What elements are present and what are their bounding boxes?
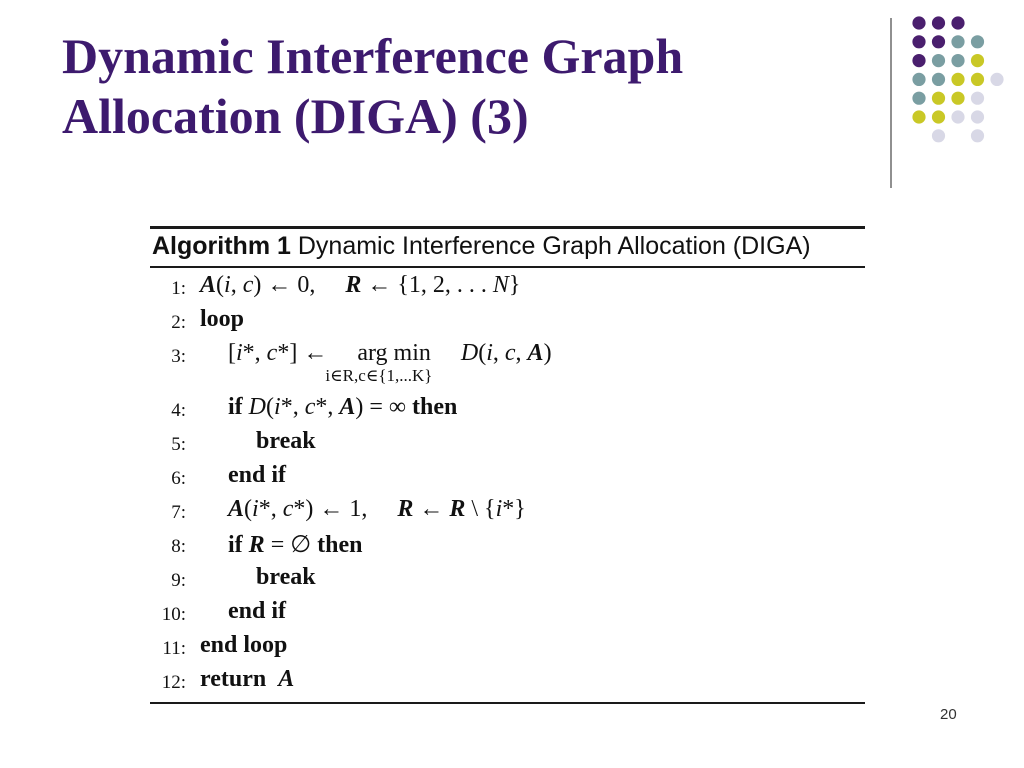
- decoration-dot: [951, 54, 964, 67]
- decoration-dot: [932, 129, 945, 142]
- line-code: end if: [228, 462, 287, 488]
- decoration-dot: [912, 54, 925, 67]
- algorithm-caption: [152, 232, 811, 261]
- decoration-dot: [951, 35, 964, 48]
- algo-line-11: [150, 632, 865, 666]
- argmin-subscript: i∈R,c∈{1,...K}: [325, 366, 433, 385]
- algorithm-box: [150, 226, 865, 704]
- line-number: 4:: [171, 400, 186, 421]
- algo-line-5: [150, 428, 865, 462]
- slide-title: [62, 26, 862, 146]
- algo-line-3: [150, 340, 865, 394]
- algo-line-2: [150, 306, 865, 340]
- line-number: 1:: [171, 278, 186, 299]
- decoration-dot: [912, 73, 925, 86]
- decoration-dot: [912, 35, 925, 48]
- decoration-dot: [971, 54, 984, 67]
- decoration-dot: [932, 16, 945, 29]
- line-code: A(i*, c*) ← 1, R ← R \ {i*}: [228, 496, 526, 522]
- decoration-dot: [912, 92, 925, 105]
- decoration-dot: [932, 92, 945, 105]
- decoration-dot: [932, 54, 945, 67]
- decoration-dot: [932, 73, 945, 86]
- decoration-dot: [912, 110, 925, 123]
- caption-rule: [150, 266, 865, 268]
- title-line-2: Allocation (DIGA) (3): [62, 88, 529, 144]
- line-code: break: [256, 428, 316, 454]
- decoration-dot: [971, 129, 984, 142]
- line-number: 5:: [171, 434, 186, 455]
- decoration-dot: [951, 110, 964, 123]
- line-number: 12:: [161, 672, 186, 693]
- line-code: loop: [200, 306, 245, 332]
- decoration-dot: [951, 16, 964, 29]
- algo-line-10: [150, 598, 865, 632]
- line-code: end if: [228, 598, 287, 624]
- line-number: 9:: [171, 570, 186, 591]
- line-code: return A: [200, 666, 295, 692]
- decoration-dot: [971, 35, 984, 48]
- decoration-dot: [932, 110, 945, 123]
- algo-line-12: [150, 666, 865, 700]
- line-number: 6:: [171, 468, 186, 489]
- algo-line-8: [150, 530, 865, 564]
- line-code: if D(i*, c*, A) = ∞ then: [228, 394, 458, 420]
- line-number: 8:: [171, 536, 186, 557]
- algo-line-4: [150, 394, 865, 428]
- decoration-dot: [912, 16, 925, 29]
- line-code: A(i, c) ← 0, R ← {1, 2, . . . N}: [200, 272, 521, 298]
- algo-line-9: [150, 564, 865, 598]
- title-line-1: Dynamic Interference Graph: [62, 28, 684, 84]
- line-code: break: [256, 564, 316, 590]
- line-number: 3:: [171, 346, 186, 367]
- caption-label: Algorithm 1: [152, 232, 291, 260]
- caption-title: Dynamic Interference Graph Allocation (DIGA): [297, 232, 811, 260]
- line-number: 10:: [161, 604, 186, 625]
- bottom-rule: [150, 702, 865, 704]
- decoration-dot: [951, 73, 964, 86]
- decoration-dot: [932, 35, 945, 48]
- decoration-dot: [971, 110, 984, 123]
- decoration-dot: [971, 92, 984, 105]
- algo-line-6: [150, 462, 865, 496]
- line-code: [i*, c*] ← arg min i∈R,c∈{1,...K} D(i, c, A): [228, 340, 552, 385]
- top-rule: [150, 226, 865, 229]
- line-code: if R = ∅ then: [228, 532, 363, 558]
- line-number: 11:: [162, 638, 186, 659]
- decoration-dot: [990, 73, 1003, 86]
- decoration-dot: [971, 73, 984, 86]
- algo-line-1: [150, 272, 865, 306]
- line-number: 2:: [171, 312, 186, 333]
- line-code: end loop: [200, 632, 288, 658]
- line-number: 7:: [171, 502, 186, 523]
- algo-line-7: [150, 496, 865, 530]
- decoration-dot: [951, 92, 964, 105]
- page-number: 20: [940, 706, 957, 723]
